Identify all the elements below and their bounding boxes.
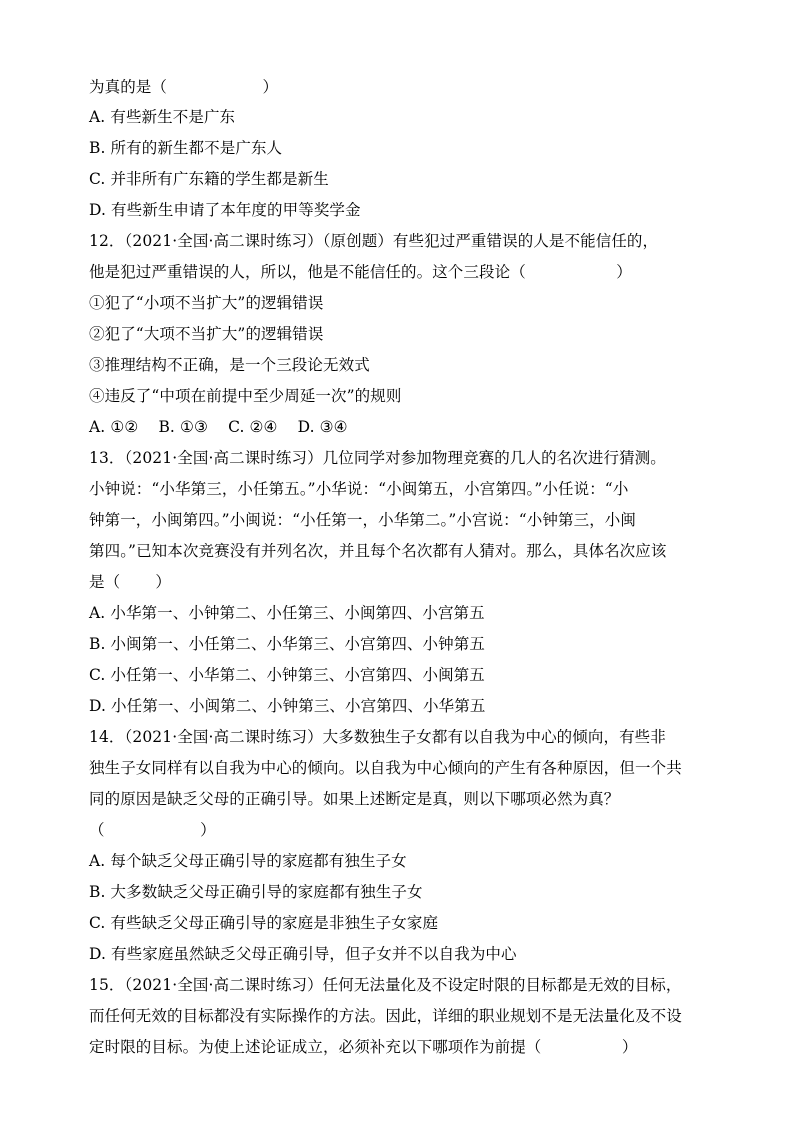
q12-item-4: ④违反了“中项在前提中至少周延一次”的规则 [89,387,402,405]
q13-stem-line-3: 钟第一，小闽第四。”小闽说：“小任第一，小华第二。”小宫说：“小钟第三，小闽 [89,511,636,529]
q13-stem-line-1: 13．（2021·全国·高二课时练习）几位同学对参加物理竞赛的几人的名次进行猜测。 [89,449,666,467]
q14-stem-line-1: 14．（2021·全国·高二课时练习）大多数独生子女都有以自我为中心的倾向，有些非 [89,728,666,746]
q15-stem-line-1: 15．（2021·全国·高二课时练习）任何无法量化及不设定时限的目标都是无效的目标， [89,976,682,994]
q14-option-c: C. 有些缺乏父母正确引导的家庭是非独生子女家庭 [89,914,439,932]
q13-stem-line-4: 第四。”已知本次竞赛没有并列名次，并且每个名次都有人猜对。那么，具体名次应该 [89,542,667,560]
q12-stem-line-2: 他是犯过严重错误的人，所以，他是不能信任的。这个三段论（ ） [89,263,632,281]
q12-item-2: ②犯了“大项不当扩大”的逻辑错误 [89,325,324,343]
q14-option-a: A. 每个缺乏父母正确引导的家庭都有独生子女 [89,852,407,870]
q13-stem-line-5: 是（ ） [89,573,171,591]
q15-stem-line-3: 定时限的目标。为使上述论证成立，必须补充以下哪项作为前提（ ） [89,1038,638,1056]
q13-option-b: B. 小闽第一、小任第二、小华第三、小宫第四、小钟第五 [89,635,485,653]
q14-option-d: D. 有些家庭虽然缺乏父母正确引导，但子女并不以自我为中心 [89,945,517,963]
q11-option-a: A. 有些新生不是广东 [89,108,236,126]
q13-stem-line-2: 小钟说：“小华第三，小任第五。”小华说：“小闽第五，小宫第四。”小任说：“小 [89,480,629,498]
q14-stem-line-3: 同的原因是缺乏父母的正确引导。如果上述断定是真，则以下哪项必然为真？ [89,790,620,808]
q15-stem-line-2: 而任何无效的目标都没有实际操作的方法。因此，详细的职业规划不是无法量化及不设 [89,1007,682,1025]
q11-tail-line: 为真的是（ ） [89,78,279,96]
q12-stem-line-1: 12．（2021·全国·高二课时练习）（原创题）有些犯过严重错误的人是不能信任的， [89,232,659,250]
q14-stem-line-4: （ ） [89,821,216,839]
q14-option-b: B. 大多数缺乏父母正确引导的家庭都有独生子女 [89,883,423,901]
q13-option-c: C. 小任第一、小华第二、小钟第三、小宫第四、小闽第五 [89,666,485,684]
q12-item-3: ③推理结构不正确，是一个三段论无效式 [89,356,370,374]
document-page [89,72,709,1063]
q11-option-d: D. 有些新生申请了本年度的甲等奖学金 [89,201,361,219]
q14-stem-line-2: 独生子女同样有以自我为中心的倾向。以自我为中心倾向的产生有各种原因，但一个共 [89,759,682,777]
q11-option-b: B. 所有的新生都不是广东人 [89,139,283,157]
q13-option-a: A. 小华第一、小钟第二、小任第三、小闽第四、小宫第五 [89,604,485,622]
q11-option-c: C. 并非所有广东籍的学生都是新生 [89,170,329,188]
q12-options: A. ①② B. ①③ C. ②④ D. ③④ [89,418,348,436]
q13-option-d: D. 小任第一、小闽第二、小钟第三、小宫第四、小华第五 [89,697,486,715]
q12-item-1: ①犯了“小项不当扩大”的逻辑错误 [89,294,324,312]
